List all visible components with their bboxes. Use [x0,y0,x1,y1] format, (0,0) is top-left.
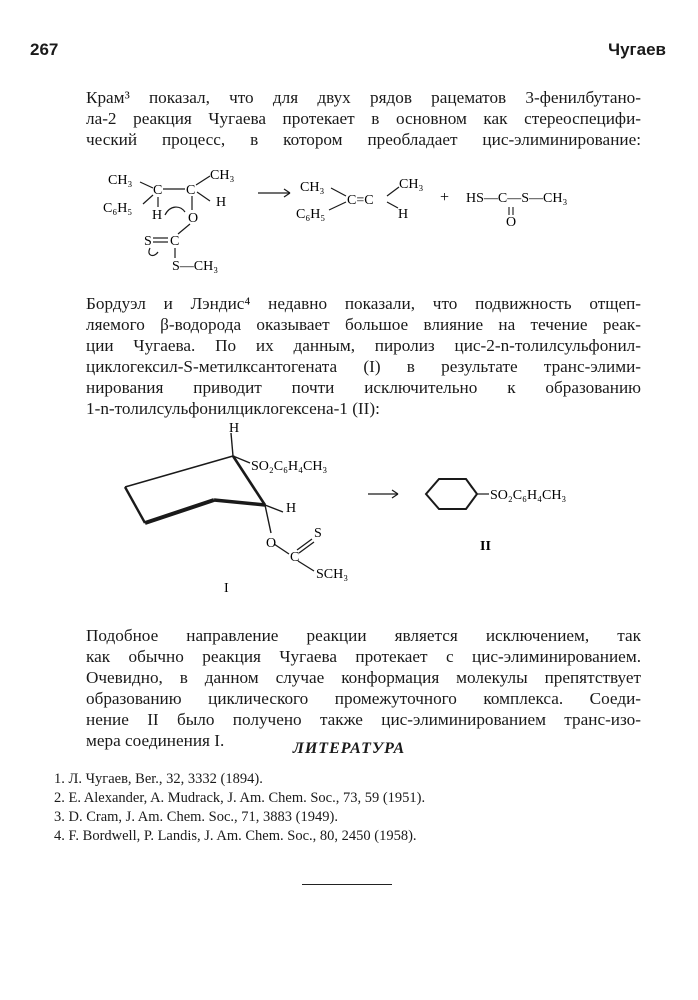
paragraph-line: ла-2 реакция Чугаева протекает в основном как стереоспецифи- [86,109,641,128]
alkene-h: H [398,207,409,222]
paragraph-bordwell [86,293,641,419]
compound-i-o: O [266,536,277,551]
reaction-arrow [258,189,290,197]
reference-item: 1. Л. Чугаев, Ber., 32, 3332 (1894). [54,771,263,787]
paragraph-line: нение II было получено также цис-элиминированием транс-изо- [86,710,641,729]
reactant-ch3-left: CH₃ [108,173,133,188]
compound-i-structure [125,421,348,596]
paragraph-line: ции Чугаева. По их данным, пиролиз цис-2-n-толилсульфонил- [86,336,641,355]
end-rule [302,884,392,885]
paragraph-line: нирования приводит почти исключительно к образованию [86,378,641,397]
paragraph-line: Подобное направление реакции является исключением, так [86,626,641,645]
alkene-ch3-right: CH₃ [399,177,424,192]
reaction-scheme-1 [0,160,698,280]
reactant-structure [103,168,234,274]
compound-ii-structure [426,479,566,554]
paragraph-cram [86,87,641,150]
literature-heading: ЛИТЕРАТУРА [292,740,406,757]
compound-ii-label: II [480,539,491,554]
paragraph-line: Крам³ показал, что для двух рядов рацематов 3-фенилбутано- [86,88,641,107]
reactant-s: S [144,234,152,249]
compound-ii-sulfonyl: SO₂C₆H₄CH₃ [490,488,567,503]
page-header [30,40,666,64]
paragraph-exception [86,625,641,751]
paragraph-line: ческий процесс, в котором преобладает цис-элиминирование: [86,130,641,149]
page-number: 267 [30,40,59,59]
running-title: Чугаев [608,40,666,59]
alkene-c6h5: C₆H₅ [296,207,326,222]
compound-i-sulfonyl: SO₂C₆H₄CH₃ [251,459,328,474]
reactant-c1: C [153,183,163,198]
reference-list [54,770,425,846]
reference-item: 4. F. Bordwell, P. Landis, J. Am. Chem. Soc., 80, 2450 (1958). [54,828,417,844]
alkene-double-bond: C=C [347,193,374,208]
paragraph-line: как обычно реакция Чугаева протекает с цис-элиминированием. [86,647,641,666]
paragraph-line: циклогексил-S-метилксантогената (I) в результате транс-элими- [86,357,641,376]
compound-i-c: C [290,550,300,565]
reactant-c2: C [186,183,196,198]
reaction-scheme-2 [0,420,698,600]
dithiocarbonate-o: O [506,215,517,230]
plus-sign: + [440,189,450,206]
compound-i-h-top: H [229,421,240,436]
paragraph-line: образованию циклического промежуточного комплекса. Соеди- [86,689,641,708]
reactant-c6h5: C₆H₅ [103,201,133,216]
reaction-arrow-2 [368,490,398,498]
paragraph-line: Очевидно, в данном случае конформация молекулы препятствует [86,668,641,687]
reference-item: 3. D. Cram, J. Am. Chem. Soc., 71, 3883 (1949). [54,809,338,825]
dithiocarbonate-formula: HS—C—S—CH₃ [466,191,568,206]
reactant-h-right: H [216,195,227,210]
dithiocarbonate-product [466,191,567,230]
compound-i-s: S [314,526,322,541]
reactant-c-xanthate: C [170,234,180,249]
compound-i-sch3: SCH₃ [316,567,349,582]
alkene-product [296,177,423,222]
reference-item: 2. E. Alexander, A. Mudrack, J. Am. Chem. Soc., 73, 59 (1951). [54,790,426,806]
alkene-ch3-left: CH₃ [300,180,325,195]
compound-i-label: I [224,581,229,596]
reactant-h-left: H [152,208,163,223]
paragraph-line: мера соединения I. [86,731,225,750]
reactant-ch3-right: CH₃ [210,168,235,183]
reactant-o: O [188,211,199,226]
reactant-sch3: S—CH₃ [172,259,219,274]
paragraph-line: ляемого β-водорода оказывает большое влияние на течение реак- [86,315,641,334]
paragraph-line: 1-n-толилсульфонилциклогексена-1 (II): [86,399,380,418]
paragraph-line: Бордуэл и Лэндис⁴ недавно показали, что подвижность отщеп- [86,294,641,313]
compound-i-h-mid: H [286,501,297,516]
